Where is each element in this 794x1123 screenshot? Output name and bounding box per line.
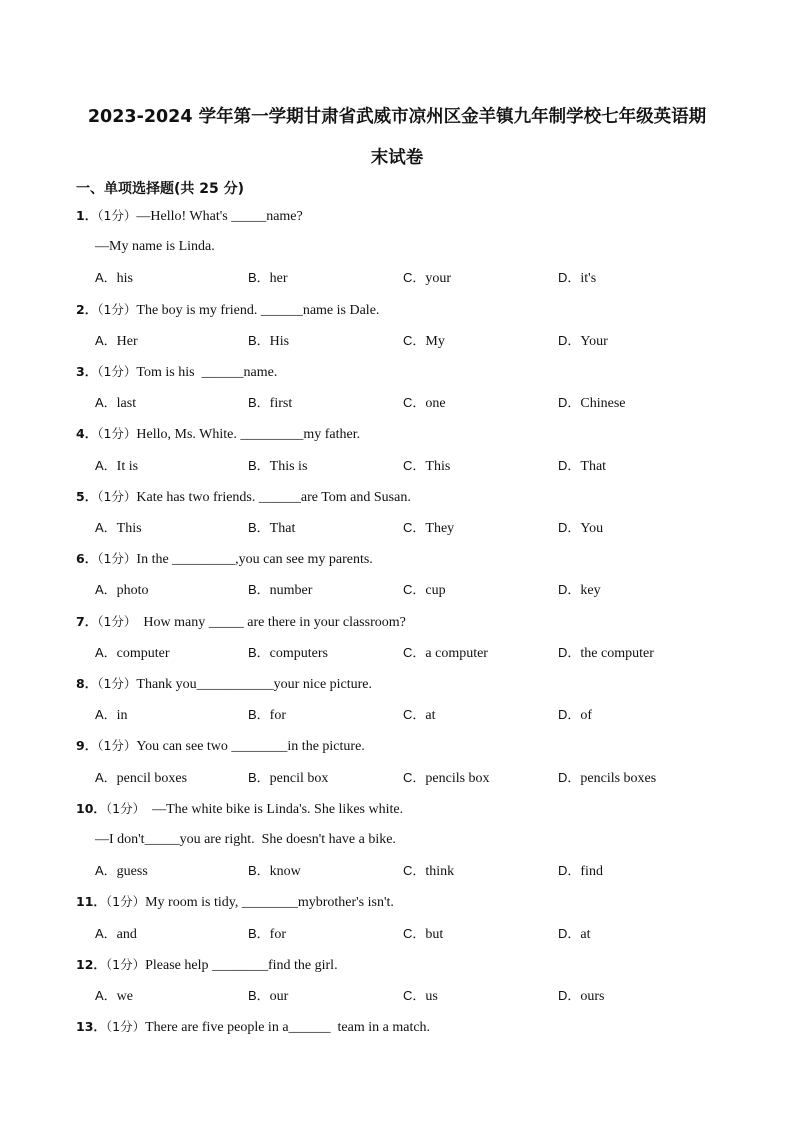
option-letter: A． [95,769,117,785]
option-letter: B． [248,395,270,411]
option-b[interactable] [248,269,288,287]
question-5 [76,488,411,506]
option-text: photo [116,583,149,599]
option-text: ours [580,989,605,1004]
question-3 [76,363,277,381]
option-letter: C． [403,707,426,723]
question-number: 7． [76,613,98,629]
question-number: 9． [76,738,98,754]
question-text: Hello, Ms. White. _________my father. [136,427,361,443]
option-d[interactable] [558,987,605,1005]
option-text: cup [425,583,446,599]
question-text: The boy is my friend. ______name is Dale. [136,302,380,318]
option-letter: C． [403,925,426,941]
option-b[interactable] [248,769,328,787]
question-text: There are five people in a______ team in a match. [145,1020,431,1036]
option-letter: D． [558,395,581,411]
option-a[interactable] [95,519,142,537]
option-text: computer [116,645,170,661]
option-letter: C． [403,769,426,785]
option-a[interactable] [95,987,133,1005]
option-text: It is [116,458,139,474]
question-number: 4． [76,426,98,442]
option-letter: D． [558,769,581,785]
option-text: your [425,271,452,287]
option-c[interactable] [403,644,488,662]
option-letter: A． [95,988,117,1003]
option-text: This [116,521,142,536]
option-text: know [269,864,301,880]
option-c[interactable] [403,457,450,475]
option-letter: B． [248,988,270,1003]
option-b[interactable] [248,332,289,350]
option-c[interactable] [403,519,454,537]
option-text: it's [580,271,597,287]
question-score: （1分） [97,426,137,442]
option-text: computers [269,645,328,661]
title-line-2: 末试卷 [370,148,424,168]
question-1 [76,207,303,225]
question-number: 3． [76,364,98,379]
question-7 [76,613,406,631]
option-letter: C． [403,582,426,598]
option-letter: D． [558,457,581,473]
option-c[interactable] [403,394,446,412]
option-text: That [580,458,607,474]
option-letter: B． [248,582,270,598]
option-letter: A． [95,707,117,723]
option-letter: D． [558,863,581,879]
question-score: （1分） [97,551,137,567]
question-13 [76,1018,430,1036]
option-c[interactable] [403,581,446,599]
option-letter: B． [248,457,270,473]
option-text: us [425,989,438,1004]
option-text: pencil box [269,770,329,786]
option-letter: A． [95,332,117,348]
option-letter: C． [403,395,426,411]
option-text: You [580,521,604,536]
option-letter: A． [95,457,117,473]
option-a[interactable] [95,644,170,662]
option-text: first [269,396,293,412]
option-b[interactable] [248,987,288,1005]
option-a[interactable] [95,581,149,599]
option-letter: B． [248,863,270,879]
question-score: （1分） [105,956,146,972]
option-a[interactable] [95,706,128,724]
option-letter: A． [95,863,117,879]
question-text: Thank you___________your nice picture. [136,677,373,692]
question-4 [76,425,360,443]
option-letter: A． [95,644,117,660]
option-text: her [269,271,288,287]
option-letter: B． [248,332,270,348]
option-letter: C． [403,988,426,1003]
question-2 [76,301,379,319]
option-d[interactable] [558,457,606,475]
option-text: and [116,926,137,942]
question-text: In the _________,you can see my parents. [136,552,373,568]
question-number: 8． [76,676,98,691]
question-text: Tom is his ______name. [136,365,278,380]
option-b[interactable] [248,862,301,880]
option-a[interactable] [95,862,148,880]
option-d[interactable] [558,769,656,787]
option-b[interactable] [248,925,286,943]
option-d[interactable] [558,925,591,943]
question-score: （1分） [97,613,137,629]
option-a[interactable] [95,769,187,787]
question-number: 1． [76,208,98,223]
question-number: 2． [76,301,98,317]
option-c[interactable] [403,862,454,880]
option-letter: A． [95,395,117,411]
option-c[interactable] [403,987,438,1005]
question-score: （1分） [105,1019,146,1035]
option-a[interactable] [95,925,137,943]
option-text: one [425,396,446,412]
option-a[interactable] [95,394,136,412]
option-letter: D． [558,332,581,348]
question-12 [76,956,338,974]
option-text: My [425,333,445,349]
question-score: （1分） [97,738,137,754]
option-letter: C． [403,332,426,348]
option-letter: C． [403,863,426,879]
option-b[interactable] [248,457,307,475]
option-b[interactable] [248,394,292,412]
option-text: in [116,708,128,724]
question-score: （1分） [97,676,137,691]
question-number: 11． [76,894,106,910]
option-text: This [425,458,451,474]
section-heading: 一、单项选择题(共 25 分) [76,181,245,197]
question-text: Kate has two friends. ______are Tom and Susan. [136,489,411,505]
question-number: 12． [76,956,106,972]
question-number: 13． [76,1019,106,1035]
option-b[interactable] [248,519,295,537]
question-text: My room is tidy, ________mybrother's isn't. [145,895,394,911]
question-score: （1分） [97,208,137,223]
option-letter: B． [248,707,270,723]
option-text: pencil boxes [116,770,188,786]
option-text: guess [116,864,148,880]
option-text: his [116,271,134,287]
option-text: but [425,926,444,942]
question-6 [76,550,373,568]
option-letter: B． [248,270,270,286]
option-letter: B． [248,520,270,535]
option-d[interactable] [558,644,654,662]
option-letter: D． [558,270,581,286]
option-letter: B． [248,925,270,941]
option-text: at [425,708,436,724]
question-score: （1分） [105,894,146,910]
option-letter: C． [403,457,426,473]
option-letter: A． [95,270,117,286]
option-text: Your [580,333,608,349]
option-c[interactable] [403,269,451,287]
question-8 [76,675,372,693]
question-score: （1分） [97,301,137,317]
title-line-1: 2023-2024 学年第一学期甘肃省武威市凉州区金羊镇九年制学校七年级英语期 [87,107,707,127]
question-text: You can see two ________in the picture. [136,739,365,755]
option-text: They [425,521,455,536]
question-continuation: —I don't_____you are right. She doesn't have a bike. [95,832,396,847]
question-text: Please help ________find the girl. [145,957,338,973]
option-b[interactable] [248,706,286,724]
question-score: （1分） [105,800,146,816]
option-text: Chinese [580,396,626,412]
option-text: This is [269,458,308,474]
option-b[interactable] [248,644,328,662]
option-letter: B． [248,769,270,785]
option-text: pencils box [425,770,490,786]
option-letter: D． [558,988,581,1003]
option-c[interactable] [403,769,490,787]
option-text: number [269,583,313,599]
option-c[interactable] [403,925,443,943]
option-text: last [116,396,137,412]
question-text: How many _____ are there in your classroom? [136,614,406,630]
option-text: That [269,521,296,536]
option-d[interactable] [558,519,603,537]
option-a[interactable] [95,269,133,287]
question-text: —Hello! What's _____name? [136,209,303,224]
option-letter: D． [558,707,581,723]
option-letter: D． [558,925,581,941]
option-d[interactable] [558,332,608,350]
question-number: 10． [76,800,106,816]
option-d[interactable] [558,862,603,880]
option-c[interactable] [403,706,436,724]
question-number: 6． [76,551,98,567]
question-number: 5． [76,488,98,504]
option-d[interactable] [558,706,592,724]
option-letter: A． [95,582,117,598]
question-score: （1分） [97,488,137,504]
option-text: for [269,708,286,724]
option-text: of [580,708,593,724]
option-letter: D． [558,644,581,660]
option-d[interactable] [558,269,596,287]
option-letter: A． [95,925,117,941]
option-letter: C． [403,644,426,660]
option-letter: D． [558,582,581,598]
option-a[interactable] [95,457,138,475]
option-c[interactable] [403,332,445,350]
option-a[interactable] [95,332,138,350]
question-score: （1分） [97,364,137,379]
option-text: His [269,333,290,349]
question-continuation: —My name is Linda. [95,239,215,255]
option-text: pencils boxes [580,770,657,786]
option-text: Her [116,333,138,349]
option-text: the computer [580,645,654,661]
option-d[interactable] [558,581,601,599]
option-letter: D． [558,520,581,535]
question-text: —The white bike is Linda's. She likes white. [145,801,404,817]
option-text: think [425,864,455,880]
option-text: our [269,989,289,1004]
option-text: find [580,864,603,880]
option-letter: A． [95,520,117,535]
option-text: at [580,926,591,942]
option-text: key [580,583,601,599]
question-9 [76,737,365,755]
option-letter: B． [248,644,270,660]
option-text: a computer [425,645,488,661]
question-11 [76,893,394,911]
option-b[interactable] [248,581,312,599]
option-text: for [269,926,286,942]
option-text: we [116,989,133,1004]
option-d[interactable] [558,394,626,412]
option-letter: C． [403,520,426,535]
question-10 [76,800,403,818]
option-letter: C． [403,270,426,286]
